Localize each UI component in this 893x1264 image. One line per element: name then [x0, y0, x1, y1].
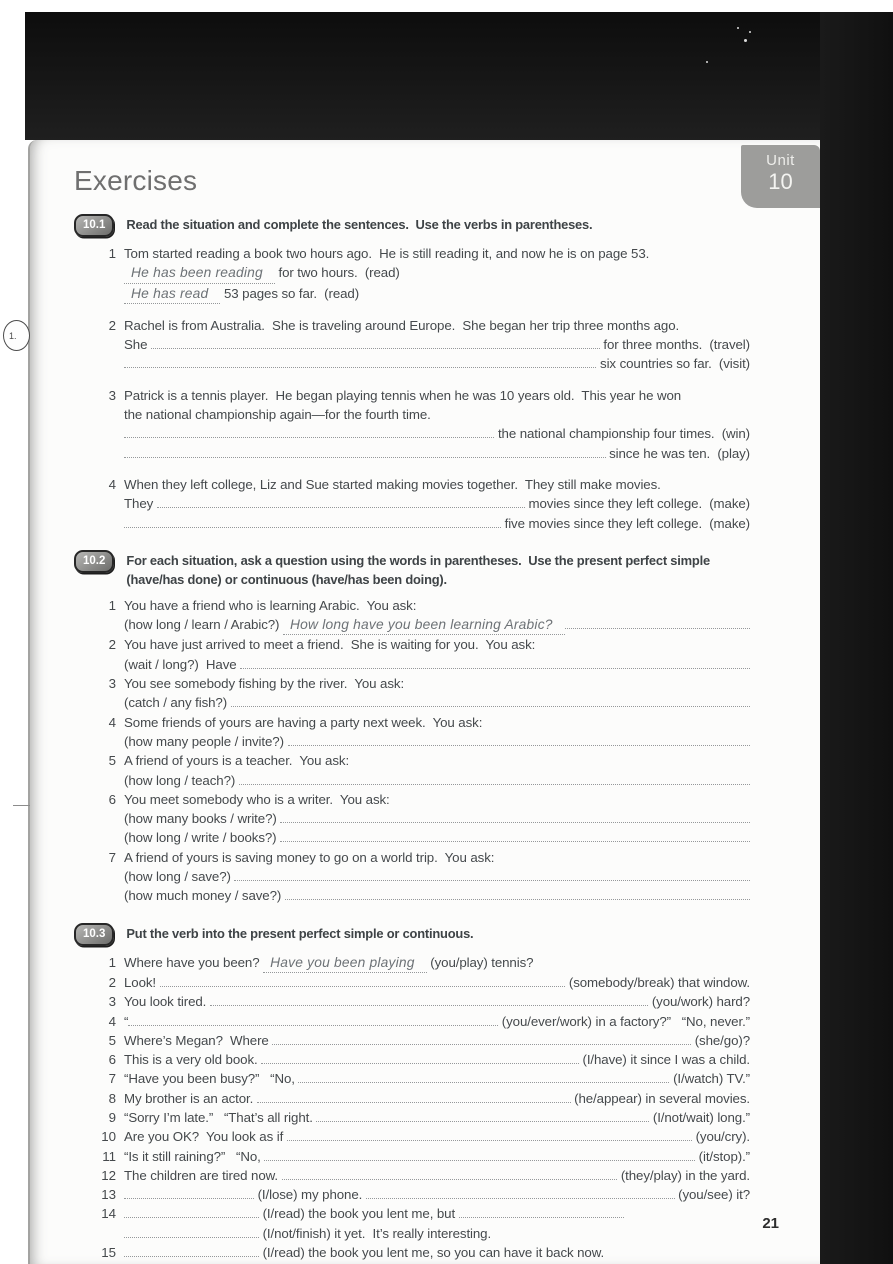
item-line [124, 316, 750, 335]
item-line [124, 1166, 750, 1185]
item-lines [124, 316, 750, 374]
answer-blank [282, 1168, 618, 1180]
exercise-item [98, 1185, 750, 1204]
exercise-item [98, 674, 750, 713]
exercise-section [74, 213, 780, 533]
answer-blank [157, 496, 525, 508]
item-number: 9 [108, 1109, 116, 1125]
answer-blank [257, 1090, 571, 1102]
exercise-item [98, 790, 750, 848]
item-lines [124, 953, 750, 973]
exercise-instruction [126, 922, 473, 943]
page-title: Exercises [74, 165, 198, 196]
unit-tab [741, 145, 820, 208]
item-line [124, 790, 750, 809]
item-line [124, 1204, 750, 1223]
item-line [124, 1243, 750, 1262]
exercise-item [98, 1108, 750, 1127]
line-text: the national championship four times. (win) [494, 426, 750, 442]
line-text: “Sorry I’m late.” “That’s all right. [124, 1109, 317, 1125]
exercise-section [74, 549, 780, 906]
line-text: Tom started reading a book two hours ago. He is still reading it, and now he is on page 53. [124, 246, 650, 261]
line-text: (I/read) the book you lent me, but [259, 1206, 459, 1222]
exercise-header [74, 213, 780, 237]
item-line [124, 693, 750, 712]
line-text: (how many people / invite?) [124, 733, 288, 749]
line-text: They [124, 496, 157, 512]
handwritten-answer: Have you been playing [263, 953, 427, 973]
page-number: 21 [762, 1215, 779, 1232]
item-line [124, 732, 750, 751]
item-line [124, 1069, 750, 1088]
line-text: (somebody/break) that window. [565, 974, 750, 990]
exercise-item [98, 1127, 750, 1146]
answer-blank [264, 1148, 695, 1160]
answer-blank [210, 994, 648, 1006]
unit-tab-number: 10 [768, 169, 793, 194]
line-text: You have just arrived to meet a friend. She is waiting for you. You ask: [124, 637, 536, 653]
line-text: for three months. (travel) [599, 337, 750, 353]
instruction-line: (have/has done) or continuous (have/has been doing). [126, 571, 447, 587]
line-text: (I/not/wait) long.” [649, 1109, 750, 1125]
item-lines [124, 751, 750, 790]
line-text: since he was ten. (play) [605, 445, 750, 461]
item-line [124, 771, 750, 790]
exercise-item [98, 1031, 750, 1050]
exercise-item [98, 973, 750, 992]
item-number: 1 [108, 246, 116, 261]
line-text: You have a friend who is learning Arabic. You ask: [124, 597, 417, 613]
item-lines [124, 790, 750, 848]
item-line [124, 674, 750, 693]
item-lines [124, 475, 750, 533]
item-line [124, 828, 750, 847]
item-number: 6 [108, 791, 116, 807]
exercise-badge: 10.2 [74, 550, 114, 573]
exercise-item [98, 1147, 750, 1166]
answer-blank [565, 617, 750, 629]
answer-blank [128, 1013, 498, 1025]
line-text: A friend of yours is saving money to go on a world trip. You ask: [124, 849, 495, 865]
item-line [124, 244, 750, 263]
item-line [124, 1089, 750, 1108]
item-line [124, 284, 750, 304]
exercise-items [98, 244, 780, 533]
item-lines [124, 973, 750, 992]
answer-blank [459, 1206, 624, 1218]
answer-blank [366, 1187, 675, 1199]
item-lines [124, 1089, 750, 1108]
line-text: You meet somebody who is a writer. You ask: [124, 791, 390, 807]
exercise-item [98, 1166, 750, 1185]
answer-blank [124, 445, 606, 457]
answer-blank [234, 869, 750, 881]
margin-hole-mark [3, 320, 30, 351]
item-number: 12 [101, 1167, 116, 1183]
exercise-item [98, 751, 750, 790]
item-lines [124, 635, 750, 674]
exercise-item [98, 1012, 750, 1031]
item-line [124, 494, 750, 513]
item-line [124, 655, 750, 674]
line-text: (you/play) tennis? [426, 954, 534, 970]
answer-blank [124, 426, 494, 438]
exercise-badge: 10.1 [74, 214, 114, 237]
item-line [124, 867, 750, 886]
handwritten-answer: He has read [124, 284, 220, 304]
exercise-header [74, 922, 780, 946]
answer-blank [272, 1033, 691, 1045]
line-text: This is a very old book. [124, 1052, 262, 1068]
item-line [124, 514, 750, 533]
item-line [124, 444, 750, 463]
scan-top-black-band [25, 12, 893, 140]
item-number: 3 [108, 676, 116, 692]
line-text: “Is it still raining?” “No, [124, 1148, 265, 1164]
line-text: (how much money / save?) [124, 888, 285, 904]
line-text: for two hours. (read) [274, 265, 400, 281]
exercise-item [98, 1069, 750, 1088]
line-text: You see somebody fishing by the river. You ask: [124, 676, 405, 692]
item-line [124, 635, 750, 654]
scan-speck [749, 31, 751, 33]
item-number: 3 [108, 387, 116, 403]
answer-blank [261, 1052, 579, 1064]
item-number: 5 [108, 753, 116, 769]
exercise-item [98, 316, 750, 374]
answer-blank [151, 337, 600, 349]
scan-speck [737, 27, 739, 29]
line-text: 53 pages so far. (read) [220, 285, 360, 301]
item-lines [124, 1166, 750, 1185]
item-line [124, 1127, 750, 1146]
item-lines [124, 848, 750, 906]
item-number: 11 [102, 1148, 116, 1164]
answer-blank [239, 772, 750, 784]
line-text: five movies since they left college. (make) [501, 515, 750, 531]
line-text: (catch / any fish?) [124, 695, 231, 711]
exercise-item [98, 635, 750, 674]
line-text: You look tired. [124, 994, 210, 1010]
line-text: (how long / write / books?) [124, 830, 281, 846]
answer-blank [124, 1245, 259, 1257]
line-text: (you/cry). [691, 1129, 750, 1145]
answer-blank [231, 695, 750, 707]
exercise-item [98, 244, 750, 304]
item-lines [124, 1204, 750, 1243]
item-line [124, 848, 750, 867]
item-line [124, 1108, 750, 1127]
instruction-line: Put the verb into the present perfect simple or continuous. [126, 925, 474, 941]
line-text: Look! [124, 974, 160, 990]
exercise-item [98, 953, 750, 973]
item-number: 4 [108, 1013, 116, 1029]
item-number: 14 [101, 1206, 116, 1222]
exercise-item [98, 1089, 750, 1108]
scan-speck [744, 39, 747, 42]
line-text: (you/ever/work) in a factory?” “No, never.” [498, 1013, 750, 1029]
item-lines [124, 1012, 750, 1031]
line-text: (I/watch) TV.” [669, 1071, 750, 1087]
item-lines [124, 1185, 750, 1204]
answer-blank [288, 734, 751, 746]
answer-blank [298, 1071, 669, 1083]
line-text: My brother is an actor. [124, 1090, 257, 1106]
line-text: (you/work) hard? [648, 994, 750, 1010]
line-text: When they left college, Liz and Sue started making movies together. They still make movies. [124, 476, 661, 492]
line-text: A friend of yours is a teacher. You ask: [124, 753, 350, 769]
line-text: (I/read) the book you lent me, so you can have it back now. [259, 1245, 605, 1261]
answer-blank [280, 830, 750, 842]
line-text: (it/stop).” [695, 1148, 750, 1164]
item-line [124, 263, 750, 283]
item-line [124, 973, 750, 992]
item-number: 5 [108, 1032, 116, 1048]
line-text: Patrick is a tennis player. He began playing tennis when he was 10 years old. This year he won [124, 387, 682, 403]
line-text: (how long / learn / Arabic?) [124, 617, 283, 633]
item-lines [124, 596, 750, 636]
item-lines [124, 992, 750, 1011]
item-line [124, 596, 750, 615]
exercise-item [98, 992, 750, 1011]
line-text: the national championship again—for the fourth time. [124, 407, 431, 423]
line-text: Rachel is from Australia. She is traveling around Europe. She began her trip three months ago. [124, 317, 680, 333]
exercise-items [98, 953, 780, 1263]
instruction-line: For each situation, ask a question using the words in parentheses. Use the present perfect simple [126, 552, 710, 568]
item-number: 2 [108, 974, 116, 990]
line-text: (they/play) in the yard. [617, 1167, 750, 1183]
exercise-header [74, 549, 780, 589]
item-number: 1 [108, 597, 116, 613]
item-line [124, 475, 750, 494]
line-text: “ [124, 1013, 129, 1029]
exercises [30, 213, 820, 1262]
line-text: (you/see) it? [674, 1187, 750, 1203]
item-line [124, 1050, 750, 1069]
line-text: (how long / save?) [124, 869, 235, 885]
answer-blank [240, 656, 750, 668]
item-line [124, 1147, 750, 1166]
item-line [124, 615, 750, 635]
margin-dash [13, 805, 30, 806]
item-lines [124, 1243, 750, 1262]
item-number: 6 [108, 1052, 116, 1068]
answer-blank [124, 1225, 259, 1237]
exercise-instruction [126, 213, 592, 234]
item-number: 1 [108, 954, 116, 970]
answer-blank [280, 811, 750, 823]
line-text: “Have you been busy?” “No, [124, 1071, 299, 1087]
item-line [124, 1031, 750, 1050]
line-text: Where have you been? [124, 954, 264, 970]
line-text: (how long / teach?) [124, 772, 239, 788]
exercise-item [98, 475, 750, 533]
item-line [124, 1185, 750, 1204]
item-line [124, 424, 750, 443]
item-lines [124, 1147, 750, 1166]
line-text: (how many books / write?) [124, 811, 281, 827]
answer-blank [287, 1129, 692, 1141]
item-lines [124, 1069, 750, 1088]
handwritten-answer: He has been reading [124, 263, 275, 283]
item-lines [124, 386, 750, 463]
exercise-item [98, 596, 750, 636]
item-lines [124, 1108, 750, 1127]
line-text: movies since they left college. (make) [524, 496, 750, 512]
line-text: (wait / long?) Have [124, 656, 241, 672]
item-line [124, 992, 750, 1011]
answer-blank [316, 1110, 649, 1122]
item-line [124, 354, 750, 373]
item-number: 7 [108, 1071, 116, 1087]
item-line [124, 386, 750, 405]
exercise-item [98, 386, 750, 463]
item-lines [124, 713, 750, 752]
item-lines [124, 1031, 750, 1050]
line-text: (I/not/finish) it yet. It’s really interesting. [259, 1225, 492, 1241]
exercise-item [98, 1050, 750, 1069]
handwritten-answer: How long have you been learning Arabic? [283, 615, 565, 635]
item-lines [124, 1127, 750, 1146]
line-text: Where’s Megan? Where [124, 1032, 273, 1048]
item-number: 2 [108, 637, 116, 653]
item-lines [124, 1050, 750, 1069]
item-number: 15 [101, 1245, 116, 1261]
line-text: Some friends of yours are having a party next week. You ask: [124, 714, 483, 730]
scan-speck [706, 61, 708, 63]
item-lines [124, 674, 750, 713]
instruction-line: Read the situation and complete the sentences. Use the verbs in parentheses. [126, 217, 593, 232]
item-line [124, 953, 750, 973]
item-line [124, 751, 750, 770]
line-text: (I/lose) my phone. [254, 1187, 366, 1203]
exercise-instruction [126, 549, 710, 589]
line-text: (she/go)? [691, 1032, 750, 1048]
book-page [28, 140, 820, 1264]
answer-blank [160, 975, 566, 987]
line-text: (I/have) it since I was a child. [578, 1052, 750, 1068]
item-number: 3 [108, 994, 116, 1010]
item-line [124, 809, 750, 828]
scan-right-black-band [820, 12, 893, 1264]
item-number: 13 [101, 1187, 116, 1203]
item-line [124, 1224, 750, 1243]
item-number: 10 [101, 1129, 116, 1145]
exercise-items [98, 596, 780, 906]
item-line [124, 713, 750, 732]
exercise-item [98, 1243, 750, 1262]
line-text: She [124, 337, 151, 353]
exercise-item [98, 848, 750, 906]
answer-blank [124, 1187, 254, 1199]
line-text: The children are tired now. [124, 1167, 282, 1183]
unit-tab-label: Unit [766, 152, 795, 169]
exercise-item [98, 1204, 750, 1243]
answer-blank [285, 888, 750, 900]
item-number: 4 [108, 714, 116, 730]
exercise-badge: 10.3 [74, 923, 114, 946]
answer-blank [124, 356, 596, 368]
answer-blank [124, 515, 501, 527]
answer-blank [124, 1206, 259, 1218]
exercise-section [74, 922, 780, 1263]
margin-mark-label: 1. [9, 330, 17, 341]
line-text: six countries so far. (visit) [596, 356, 750, 372]
item-number: 4 [108, 476, 116, 492]
item-line [124, 886, 750, 905]
exercise-item [98, 713, 750, 752]
item-line [124, 335, 750, 354]
item-line [124, 405, 750, 424]
item-number: 7 [108, 849, 116, 865]
item-line [124, 1012, 750, 1031]
line-text: (he/appear) in several movies. [570, 1090, 750, 1106]
item-number: 2 [108, 317, 116, 333]
item-number: 8 [108, 1090, 116, 1106]
item-lines [124, 244, 750, 304]
line-text: Are you OK? You look as if [124, 1129, 287, 1145]
